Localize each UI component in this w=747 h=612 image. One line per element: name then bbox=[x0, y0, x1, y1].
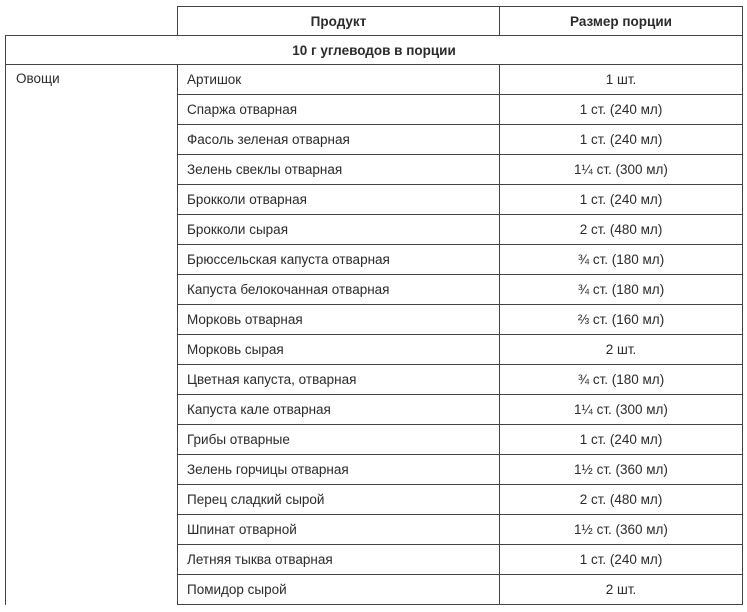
product-cell: Капуста белокочанная отварная bbox=[178, 275, 500, 305]
product-cell: Морковь сырая bbox=[178, 335, 500, 365]
portion-cell: ⅔ ст. (160 мл) bbox=[500, 305, 743, 335]
portion-cell: 1 ст. (240 мл) bbox=[500, 95, 743, 125]
portion-cell: ¾ ст. (180 мл) bbox=[500, 245, 743, 275]
header-empty-cell bbox=[6, 7, 178, 36]
header-row bbox=[6, 7, 743, 36]
portion-cell: 1 ст. (240 мл) bbox=[500, 545, 743, 575]
portion-cell: 2 ст. (480 мл) bbox=[500, 215, 743, 245]
portion-cell: 1½ ст. (360 мл) bbox=[500, 515, 743, 545]
header-portion: Размер порции bbox=[500, 7, 743, 36]
product-cell: Летняя тыква отварная bbox=[178, 545, 500, 575]
portion-cell: 1 ст. (240 мл) bbox=[500, 125, 743, 155]
product-cell: Фасоль зеленая отварная bbox=[178, 125, 500, 155]
product-cell: Помидор сырой bbox=[178, 575, 500, 605]
section-row bbox=[6, 36, 743, 65]
portion-cell: 1¼ ст. (300 мл) bbox=[500, 395, 743, 425]
category-cell: Овощи bbox=[6, 65, 178, 605]
carb-table bbox=[5, 6, 743, 605]
portion-cell: ¾ ст. (180 мл) bbox=[500, 275, 743, 305]
portion-cell: 1 ст. (240 мл) bbox=[500, 425, 743, 455]
product-cell: Цветная капуста, отварная bbox=[178, 365, 500, 395]
portion-cell: 1 ст. (240 мл) bbox=[500, 185, 743, 215]
product-cell: Грибы отварные bbox=[178, 425, 500, 455]
portion-cell: 1½ ст. (360 мл) bbox=[500, 455, 743, 485]
portion-cell: 1¼ ст. (300 мл) bbox=[500, 155, 743, 185]
header-product: Продукт bbox=[178, 7, 500, 36]
product-cell: Капуста кале отварная bbox=[178, 395, 500, 425]
product-cell: Перец сладкий сырой bbox=[178, 485, 500, 515]
portion-cell: 2 шт. bbox=[500, 575, 743, 605]
product-cell: Артишок bbox=[178, 65, 500, 95]
portion-cell: 2 ст. (480 мл) bbox=[500, 485, 743, 515]
product-cell: Брокколи сырая bbox=[178, 215, 500, 245]
product-cell: Спаржа отварная bbox=[178, 95, 500, 125]
product-cell: Зелень свеклы отварная bbox=[178, 155, 500, 185]
product-cell: Морковь отварная bbox=[178, 305, 500, 335]
section-title: 10 г углеводов в порции bbox=[6, 36, 743, 65]
portion-cell: ¾ ст. (180 мл) bbox=[500, 365, 743, 395]
portion-cell: 2 шт. bbox=[500, 335, 743, 365]
product-cell: Брюссельская капуста отварная bbox=[178, 245, 500, 275]
product-cell: Шпинат отварной bbox=[178, 515, 500, 545]
portion-cell: 1 шт. bbox=[500, 65, 743, 95]
table-row bbox=[6, 65, 743, 95]
product-cell: Брокколи отварная bbox=[178, 185, 500, 215]
product-cell: Зелень горчицы отварная bbox=[178, 455, 500, 485]
